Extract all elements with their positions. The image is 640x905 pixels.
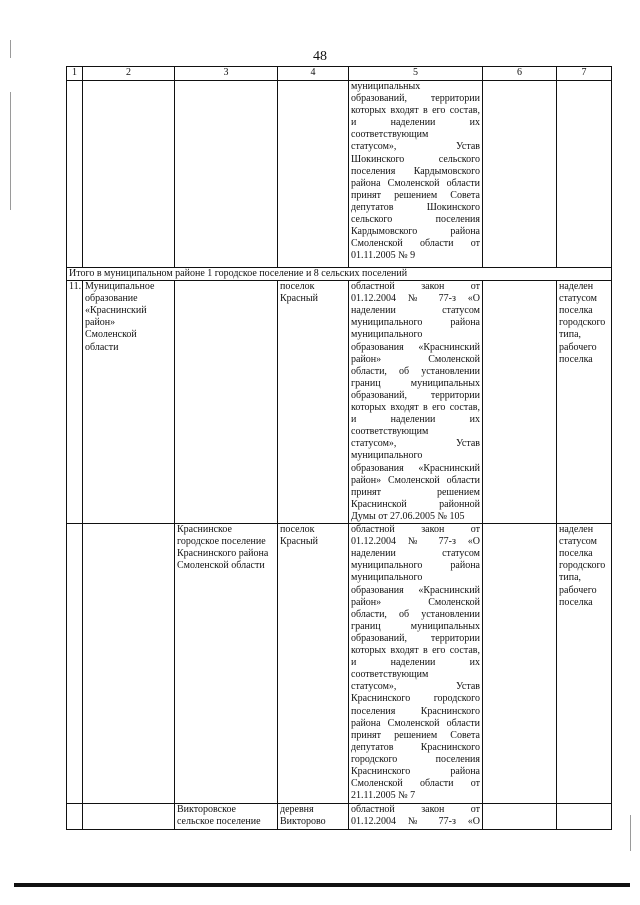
- text-line: соответствующим: [351, 426, 429, 438]
- header-cell-7: 7: [557, 67, 612, 81]
- text-line: областной закон от: [351, 524, 480, 536]
- legal-basis-cell: [349, 81, 483, 268]
- text-line: принят решением Совета: [351, 729, 480, 741]
- text-line: Краснинского района: [351, 765, 480, 777]
- page-number: 48: [313, 49, 327, 64]
- text-line: образований, территории: [351, 632, 480, 644]
- text-line: района Смоленской области: [351, 717, 480, 729]
- text-line: муниципальных: [351, 81, 421, 92]
- text-line: 01.12.2004 № 77-з «О: [351, 816, 480, 828]
- header-row: [67, 67, 612, 81]
- text-line: деревня: [280, 804, 314, 816]
- text-line: район» Смоленской: [351, 596, 480, 608]
- text-line: 01.11.2005 № 9: [351, 250, 416, 262]
- text-line: области: [85, 341, 119, 353]
- text-line: которых входят в его состав,: [351, 105, 480, 117]
- text-line: «Краснинский: [85, 305, 147, 317]
- text-line: поселения Краснинского: [351, 705, 480, 717]
- text-line: 01.12.2004 № 77-з «О: [351, 536, 480, 548]
- text-line: муниципального: [351, 329, 423, 341]
- text-line: Смоленской области от: [351, 778, 480, 790]
- header-cell-4: 4: [278, 67, 349, 81]
- table-row: [67, 524, 612, 804]
- text-line: соответствующим: [351, 129, 429, 141]
- text-line: депутатов Шокинского: [351, 201, 480, 213]
- text-line: и наделении их: [351, 117, 480, 129]
- status-cell: [557, 81, 612, 268]
- column-6-cell: [483, 281, 557, 524]
- text-line: район» Смоленской: [351, 353, 480, 365]
- status-cell: [557, 281, 612, 524]
- text-line: сельское поселение: [177, 816, 261, 828]
- settlement-cell: [175, 81, 278, 268]
- text-line: границ муниципальных: [351, 620, 480, 632]
- row-number-cell: [67, 524, 83, 804]
- municipal-district-cell: [83, 804, 175, 830]
- text-line: соответствующим: [351, 669, 429, 681]
- header-cell-1: 1: [67, 67, 83, 81]
- text-line: поселка: [559, 596, 593, 608]
- text-line: Муниципальное: [85, 281, 155, 293]
- text-line: муниципального: [351, 572, 423, 584]
- text-line: Викторово: [280, 816, 326, 828]
- settlement-cell: [175, 281, 278, 524]
- text-line: образования «Краснинский: [351, 584, 480, 596]
- text-line: муниципального: [351, 450, 423, 462]
- text-line: поселка: [559, 353, 593, 365]
- text-line: муниципального района: [351, 317, 480, 329]
- municipal-district-cell: [83, 281, 175, 524]
- text-line: Кардымовского района: [351, 226, 480, 238]
- text-line: Думы от 27.06.2005 № 105: [351, 510, 465, 522]
- legal-basis-cell: [349, 804, 483, 830]
- text-line: образования «Краснинский: [351, 341, 480, 353]
- text-line: района Смоленской области: [351, 177, 480, 189]
- text-line: областной закон от: [351, 804, 480, 816]
- text-line: городского: [559, 317, 606, 329]
- table-row: [67, 81, 612, 268]
- text-line: поселения Кардымовского: [351, 165, 480, 177]
- municipal-district-cell: [83, 81, 175, 268]
- text-line: городского: [559, 560, 606, 572]
- text-line: поселок: [280, 524, 315, 536]
- text-line: городского поселения: [351, 753, 480, 765]
- text-line: район» Смоленской области: [351, 474, 480, 486]
- text-line: Краснинское: [177, 524, 232, 536]
- text-line: поселка: [559, 548, 593, 560]
- text-line: и наделении их: [351, 414, 480, 426]
- document-table: [66, 66, 612, 830]
- text-line: Смоленской области: [177, 560, 265, 572]
- row-number-cell: [67, 81, 83, 268]
- municipal-district-cell: [83, 524, 175, 804]
- header-cell-6: 6: [483, 67, 557, 81]
- text-line: муниципального района: [351, 560, 480, 572]
- status-cell: [557, 524, 612, 804]
- summary-row: [67, 268, 612, 281]
- column-6-cell: [483, 81, 557, 268]
- row-number-cell: 11.: [67, 281, 83, 524]
- text-line: Красный: [280, 293, 318, 305]
- admin-center-cell: [278, 281, 349, 524]
- text-line: статусом», Устав: [351, 681, 480, 693]
- text-line: образование: [85, 293, 138, 305]
- text-line: областной закон от: [351, 281, 480, 293]
- text-line: статусом: [559, 293, 597, 305]
- text-line: статусом», Устав: [351, 438, 480, 450]
- text-line: 21.11.2005 № 7: [351, 790, 416, 802]
- text-line: Краснинской районной: [351, 498, 480, 510]
- page-bottom-bar: [14, 883, 630, 887]
- text-line: которых входят в его состав,: [351, 402, 480, 414]
- header-cell-5: 5: [349, 67, 483, 81]
- text-line: Смоленской: [85, 329, 137, 341]
- text-line: 01.12.2004 № 77-з «О: [351, 293, 480, 305]
- text-line: типа,: [559, 329, 582, 341]
- text-line: Смоленской области от: [351, 238, 480, 250]
- settlement-cell: [175, 804, 278, 830]
- text-line: образования «Краснинский: [351, 462, 480, 474]
- table-row: [67, 281, 612, 524]
- text-line: депутатов Краснинского: [351, 741, 480, 753]
- text-line: принят решением Совета: [351, 189, 480, 201]
- text-line: Шокинского сельского: [351, 153, 480, 165]
- legal-basis-cell: [349, 281, 483, 524]
- admin-center-cell: [278, 804, 349, 830]
- text-line: Краснинского городского: [351, 693, 480, 705]
- text-line: образований, территории: [351, 389, 480, 401]
- table-row: [67, 804, 612, 830]
- scan-mark-right: [630, 815, 631, 851]
- text-line: типа,: [559, 572, 582, 584]
- admin-center-cell: [278, 81, 349, 268]
- text-line: которых входят в его состав,: [351, 645, 480, 657]
- scan-mark-middle: [10, 92, 11, 210]
- status-cell: [557, 804, 612, 830]
- text-line: поселок: [280, 281, 315, 293]
- text-line: и наделении их: [351, 657, 480, 669]
- text-line: наделении статусом: [351, 548, 480, 560]
- row-number-cell: [67, 804, 83, 830]
- text-line: район»: [85, 317, 116, 329]
- text-line: поселка: [559, 305, 593, 317]
- text-line: наделен: [559, 281, 594, 293]
- text-line: наделении статусом: [351, 305, 480, 317]
- text-line: области, об установлении: [351, 365, 480, 377]
- text-line: городское поселение: [177, 536, 266, 548]
- header-cell-3: 3: [175, 67, 278, 81]
- text-line: Викторовское: [177, 804, 236, 816]
- admin-center-cell: [278, 524, 349, 804]
- text-line: статусом», Устав: [351, 141, 480, 153]
- settlement-cell: [175, 524, 278, 804]
- text-line: Красный: [280, 536, 318, 548]
- text-line: наделен: [559, 524, 594, 536]
- text-line: Краснинского района: [177, 548, 269, 560]
- text-line: области, об установлении: [351, 608, 480, 620]
- text-line: образований, территории: [351, 93, 480, 105]
- text-line: сельского поселения: [351, 214, 480, 226]
- text-line: рабочего: [559, 584, 597, 596]
- header-cell-2: 2: [83, 67, 175, 81]
- text-line: принят решением: [351, 486, 480, 498]
- summary-text: Итого в муниципальном районе 1 городское поселение и 8 сельских поселений: [67, 268, 612, 281]
- column-6-cell: [483, 804, 557, 830]
- column-6-cell: [483, 524, 557, 804]
- text-line: рабочего: [559, 341, 597, 353]
- text-line: статусом: [559, 536, 597, 548]
- text-line: границ муниципальных: [351, 377, 480, 389]
- legal-basis-cell: [349, 524, 483, 804]
